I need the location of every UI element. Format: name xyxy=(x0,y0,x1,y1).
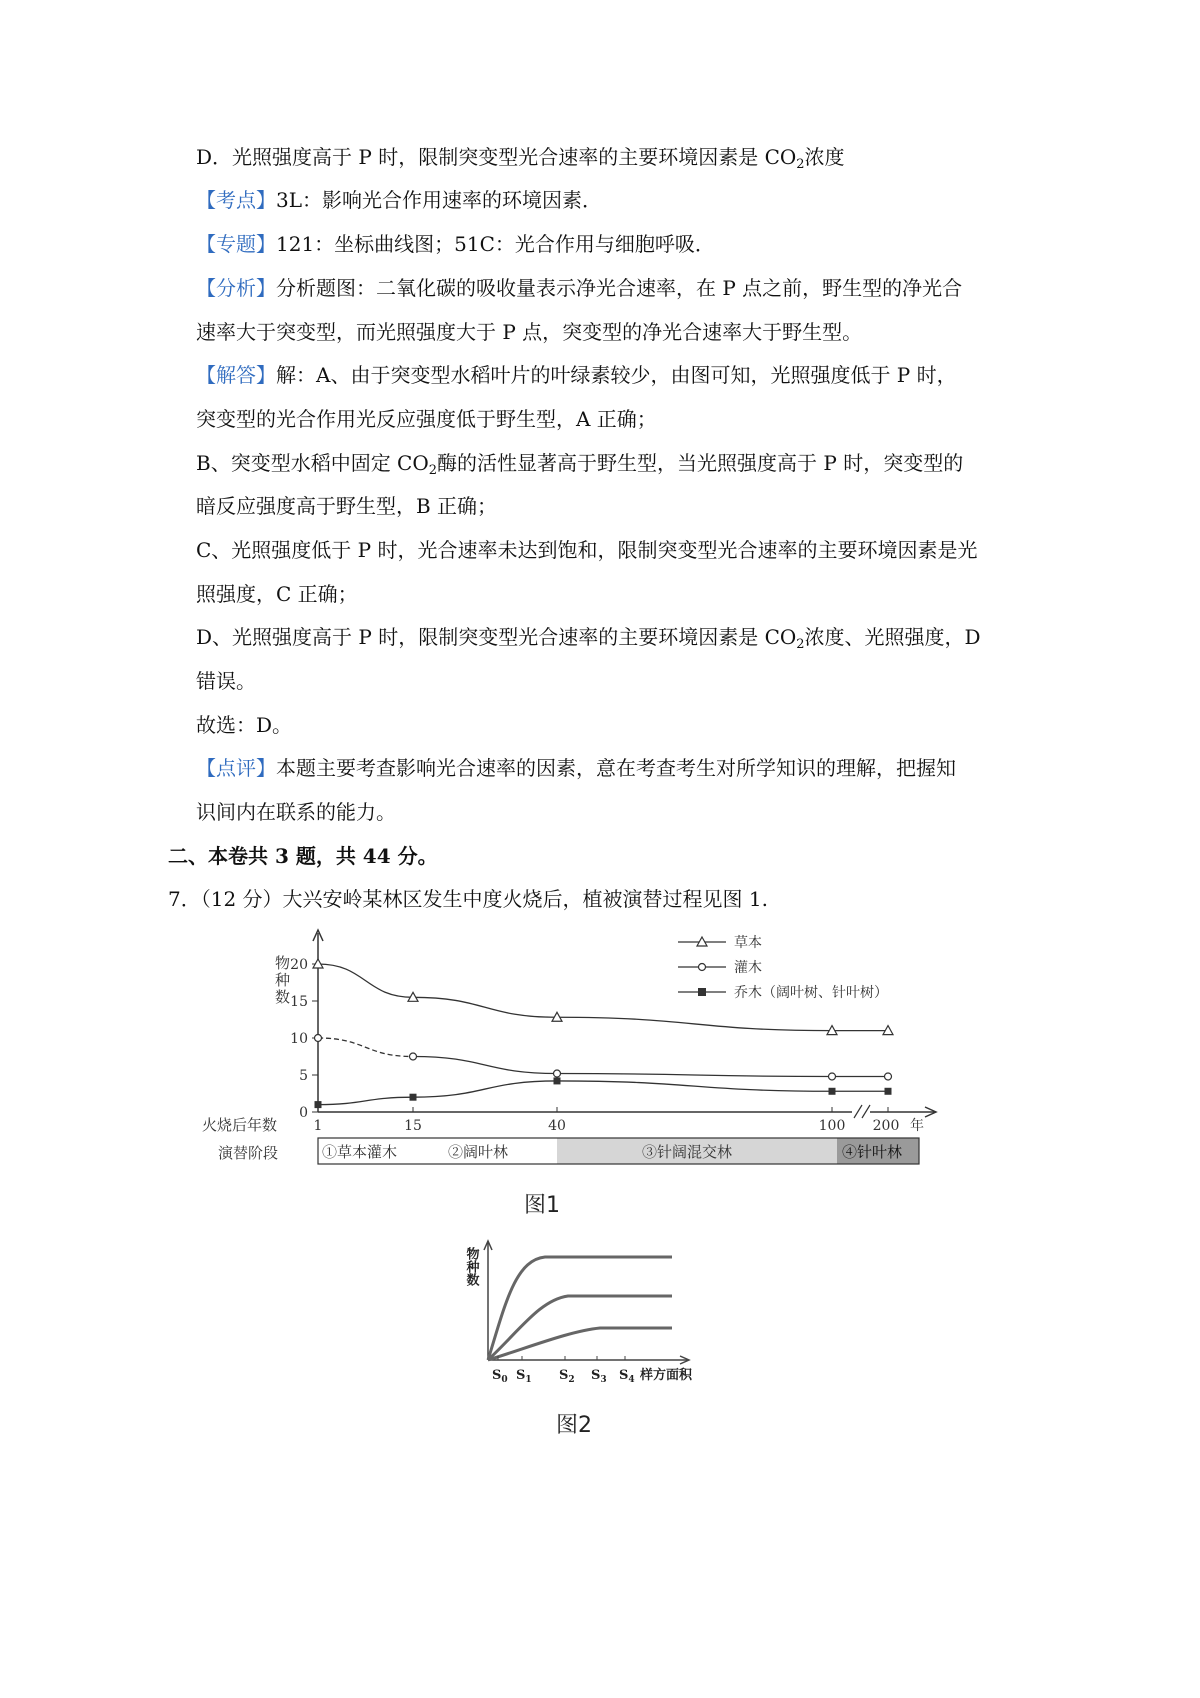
point-shrub xyxy=(885,1073,892,1080)
fig2-x-tick-label: $S_4$ xyxy=(619,1368,635,1385)
point-tree xyxy=(315,1101,322,1108)
jieda: 【解答】解：A、由于突变型水稻叶片的叶绿素较少，由图可知，光照强度低于 P 时， xyxy=(196,363,957,387)
fig2-x-tick-label: $S_1$ xyxy=(516,1368,532,1385)
series-line-shrub xyxy=(413,1057,888,1077)
question-7: 7．（12 分）大兴安岭某林区发生中度火烧后，植被演替过程见图 1. xyxy=(168,887,768,911)
fig2-x-label: 样方面积 xyxy=(640,1368,693,1383)
fig2-x-tick-label: $S_0$ xyxy=(492,1368,508,1385)
dianping-cont: 识间内在联系的能力。 xyxy=(196,800,396,824)
axis-break-2 xyxy=(862,1105,870,1118)
zhuanti: 【专题】121：坐标曲线图；51C：光合作用与细胞呼吸． xyxy=(196,232,715,256)
x-tick-label: 100 xyxy=(818,1118,846,1134)
stage-2: ②阔叶林 xyxy=(448,1143,509,1161)
figure-1-chart xyxy=(190,925,970,1195)
point-tree xyxy=(554,1077,561,1084)
kaodian: 【考点】3L：影响光合作用速率的环境因素． xyxy=(196,188,603,212)
d-paragraph: D、光照强度高于 P 时，限制突变型光合速率的主要环境因素是 $CO_2$浓度、光照强度，D xyxy=(196,625,981,652)
axis-break-1 xyxy=(854,1105,862,1118)
x-axis-unit: 年 xyxy=(910,1118,924,1134)
series-line-tree xyxy=(318,1081,888,1105)
answer-choice: 故选：D。 xyxy=(196,713,293,737)
fenxi-tag: 【分析】 xyxy=(196,276,276,300)
zhuanti-tag: 【专题】 xyxy=(196,232,276,256)
legend-label: 乔木（阔叶树、针叶树） xyxy=(734,985,888,1001)
x-tick-label: 15 xyxy=(404,1118,422,1134)
fig2-x-tick-label: $S_3$ xyxy=(591,1368,607,1385)
legend-label: 草本 xyxy=(734,935,762,951)
point-shrub xyxy=(410,1053,417,1060)
jieda-tag: 【解答】 xyxy=(196,363,276,387)
figure-2-caption: 图2 xyxy=(556,1413,592,1438)
figure-1-caption: 图1 xyxy=(524,1193,560,1218)
x-tick-label: 1 xyxy=(313,1118,323,1134)
stage-1: ①草本灌木 xyxy=(322,1143,398,1161)
fenxi: 【分析】分析题图：二氧化碳的吸收量表示净光合速率，在 P 点之前，野生型的净光合 xyxy=(196,276,963,300)
dianping: 【点评】本题主要考查影响光合速率的因素，意在考查考生对所学知识的理解，把握知 xyxy=(196,756,956,780)
fig2-x-tick-label: $S_2$ xyxy=(559,1368,575,1385)
point-tree xyxy=(885,1088,892,1095)
c-paragraph: C、光照强度低于 P 时，光合速率未达到饱和，限制突变型光合速率的主要环境因素是光 xyxy=(196,538,978,562)
y-tick-label: 5 xyxy=(299,1068,308,1084)
x-tick-label: 200 xyxy=(872,1118,900,1134)
b-paragraph-cont: 暗反应强度高于野生型，B 正确； xyxy=(196,494,498,518)
point-shrub xyxy=(554,1070,561,1077)
fig2-curve-top xyxy=(488,1257,672,1360)
b-paragraph: B、突变型水稻中固定 $CO_2$酶的活性显著高于野生型，当光照强度高于 P 时，突变型的 xyxy=(196,451,964,478)
c-paragraph-cont: 照强度，C 正确； xyxy=(196,582,358,606)
y-tick-label: 10 xyxy=(290,1031,308,1047)
dianping-tag: 【点评】 xyxy=(196,756,276,780)
y-tick-label: 20 xyxy=(290,957,308,973)
kaodian-tag: 【考点】 xyxy=(196,188,276,212)
legend-label: 灌木 xyxy=(734,960,762,976)
row-label-years: 火烧后年数 xyxy=(202,1116,278,1134)
row-label-stages: 演替阶段 xyxy=(218,1144,279,1162)
y-tick-label: 15 xyxy=(290,994,308,1010)
y-axis-label: 物种数 xyxy=(273,955,291,1006)
series-line-shrub-dashed xyxy=(318,1038,413,1057)
fenxi-cont: 速率大于突变型，而光照强度大于 P 点，突变型的净光合速率大于野生型。 xyxy=(196,320,863,344)
stage-3: ③针阔混交林 xyxy=(642,1143,733,1161)
point-shrub xyxy=(829,1073,836,1080)
x-tick-label: 40 xyxy=(548,1118,566,1134)
fig2-y-label: 物种数 xyxy=(463,1247,479,1286)
point-tree xyxy=(410,1094,417,1101)
section-heading: 二、本卷共 3 题，共 44 分。 xyxy=(168,844,438,868)
figure-2-chart xyxy=(450,1235,730,1400)
option-d: D．光照强度高于 P 时，限制突变型光合速率的主要环境因素是 $CO_2$浓度 xyxy=(196,145,845,172)
y-tick-label: 0 xyxy=(299,1105,308,1121)
jieda-cont: 突变型的光合作用光反应强度低于野生型，A 正确； xyxy=(196,407,657,431)
point-tree xyxy=(829,1088,836,1095)
legend-marker-square xyxy=(698,988,706,996)
legend-marker-circle xyxy=(699,964,706,971)
stage-4: ④针叶林 xyxy=(842,1143,903,1161)
d-paragraph-cont: 错误。 xyxy=(196,669,256,693)
point-shrub xyxy=(315,1035,322,1042)
